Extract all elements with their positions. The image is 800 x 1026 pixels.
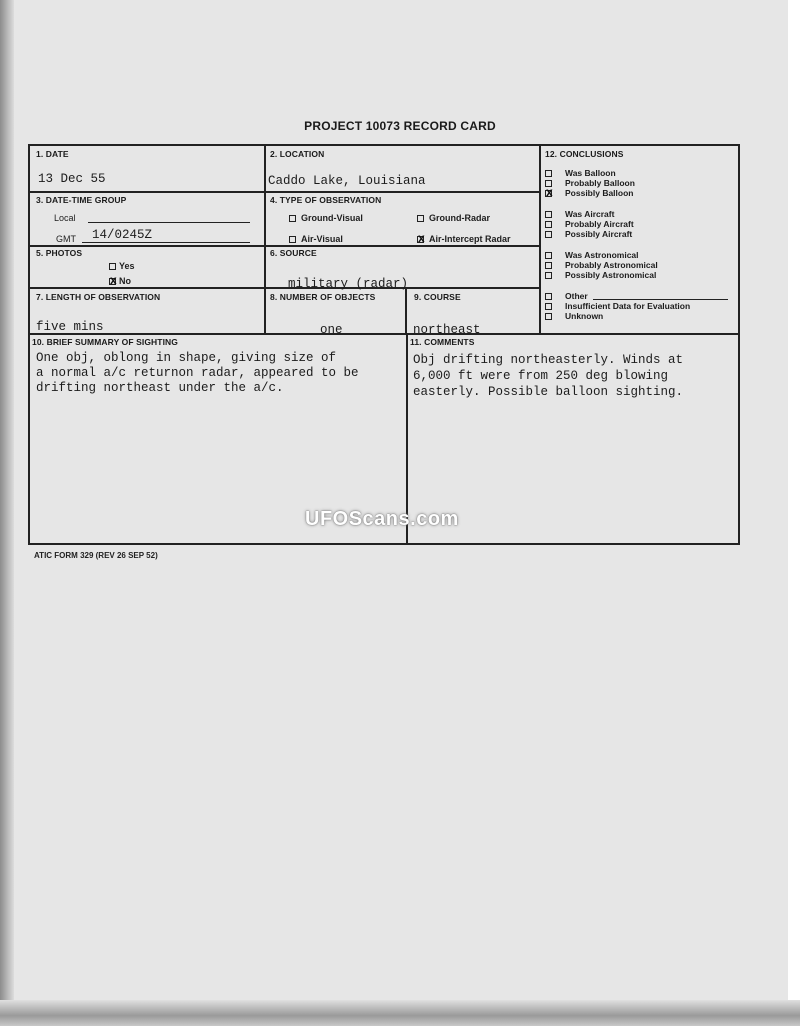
summary-line-1: One obj, oblong in shape, giving size of	[36, 351, 337, 365]
course-value: northeast	[413, 323, 481, 337]
photos-no-checkbox[interactable]	[109, 278, 116, 285]
date-value: 13 Dec 55	[38, 172, 106, 186]
photos-yes-checkbox[interactable]	[109, 263, 116, 270]
objects-label: 8. NUMBER OF OBJECTS	[270, 292, 376, 302]
dtg-local-line	[88, 222, 250, 223]
conclusion-probably-balloon-label: Probably Balloon	[565, 178, 635, 188]
obs-ground-radar-checkbox[interactable]	[417, 215, 424, 222]
conclusion-possibly-aircraft-checkbox[interactable]	[545, 231, 552, 238]
length-label: 7. LENGTH OF OBSERVATION	[36, 292, 161, 302]
conclusion-was-aircraft-checkbox[interactable]	[545, 211, 552, 218]
obs-air-visual-label: Air-Visual	[301, 234, 343, 244]
conclusion-other-checkbox[interactable]	[545, 293, 552, 300]
conclusion-unknown-label: Unknown	[565, 311, 604, 321]
conclusion-possibly-balloon-label: Possibly Balloon	[565, 188, 634, 198]
location-label: 2. LOCATION	[270, 149, 325, 159]
frame-bottom	[28, 543, 740, 545]
date-label: 1. DATE	[36, 149, 69, 159]
photos-yes-label: Yes	[119, 261, 135, 271]
conclusion-unknown-checkbox[interactable]	[545, 313, 552, 320]
conclusion-possibly-aircraft-label: Possibly Aircraft	[565, 229, 633, 239]
dtg-label: 3. DATE-TIME GROUP	[36, 195, 127, 205]
obs-air-intercept-radar-checkbox[interactable]	[417, 236, 424, 243]
obs-ground-visual-label: Ground-Visual	[301, 213, 363, 223]
divider-v-conclusions	[539, 144, 541, 334]
dtg-gmt-label: GMT	[56, 234, 76, 244]
course-label: 9. COURSE	[414, 292, 461, 302]
conclusion-was-aircraft-label: Was Aircraft	[565, 209, 615, 219]
dtg-gmt-value: 14/0245Z	[92, 228, 153, 242]
conclusion-was-astronomical-label: Was Astronomical	[565, 250, 639, 260]
conclusion-was-balloon-label: Was Balloon	[565, 168, 616, 178]
conclusion-other-line	[593, 299, 728, 300]
obs-ground-radar-label: Ground-Radar	[429, 213, 491, 223]
summary-line-2: a normal a/c returnon radar, appeared to be	[36, 366, 359, 380]
conclusion-probably-aircraft-label: Probably Aircraft	[565, 219, 634, 229]
comments-line-1: Obj drifting northeasterly. Winds at	[413, 353, 684, 367]
card-title: PROJECT 10073 RECORD CARD	[304, 119, 496, 133]
comments-line-2: 6,000 ft were from 250 deg blowing	[413, 369, 669, 383]
obs-air-intercept-radar-label: Air-Intercept Radar	[429, 234, 511, 244]
conclusion-probably-astronomical-label: Probably Astronomical	[565, 260, 658, 270]
comments-line-3: easterly. Possible balloon sighting.	[413, 385, 684, 399]
conclusion-possibly-astronomical-checkbox[interactable]	[545, 272, 552, 279]
length-value: five mins	[36, 320, 104, 334]
conclusion-insufficient-data-checkbox[interactable]	[545, 303, 552, 310]
photos-no-label: No	[119, 276, 131, 286]
dtg-gmt-line	[82, 242, 250, 243]
conclusion-was-astronomical-checkbox[interactable]	[545, 252, 552, 259]
divider-h-row1	[28, 191, 540, 193]
conclusion-possibly-astronomical-label: Possibly Astronomical	[565, 270, 657, 280]
objects-value: one	[320, 323, 343, 337]
frame-right	[738, 144, 740, 545]
photos-label: 5. PHOTOS	[36, 248, 83, 258]
location-value: Caddo Lake, Louisiana	[268, 174, 426, 188]
summary-label: 10. BRIEF SUMMARY OF SIGHTING	[32, 337, 178, 347]
dtg-local-label: Local	[54, 213, 76, 223]
obs-ground-visual-checkbox[interactable]	[289, 215, 296, 222]
conclusions-label: 12. CONCLUSIONS	[545, 149, 624, 159]
observation-type-label: 4. TYPE OF OBSERVATION	[270, 195, 382, 205]
conclusion-insufficient-data-label: Insufficient Data for Evaluation	[565, 301, 691, 311]
summary-line-3: drifting northeast under the a/c.	[36, 381, 284, 395]
frame-left	[28, 144, 30, 545]
source-value: military (radar)	[288, 277, 409, 291]
conclusion-probably-astronomical-checkbox[interactable]	[545, 262, 552, 269]
divider-v-left	[264, 144, 266, 334]
form-id: ATIC FORM 329 (REV 26 SEP 52)	[34, 551, 158, 560]
obs-air-visual-checkbox[interactable]	[289, 236, 296, 243]
frame-top	[28, 144, 740, 146]
conclusion-was-balloon-checkbox[interactable]	[545, 170, 552, 177]
divider-v-course	[405, 287, 407, 334]
conclusion-possibly-balloon-checkbox[interactable]	[545, 190, 552, 197]
comments-label: 11. COMMENTS	[410, 337, 475, 347]
source-label: 6. SOURCE	[270, 248, 317, 258]
divider-h-row3	[28, 287, 540, 289]
watermark: UFOScans.com	[305, 508, 459, 530]
conclusion-probably-aircraft-checkbox[interactable]	[545, 221, 552, 228]
divider-h-row2	[28, 245, 540, 247]
conclusion-other-label: Other	[565, 291, 588, 301]
divider-h-row4	[28, 333, 740, 335]
